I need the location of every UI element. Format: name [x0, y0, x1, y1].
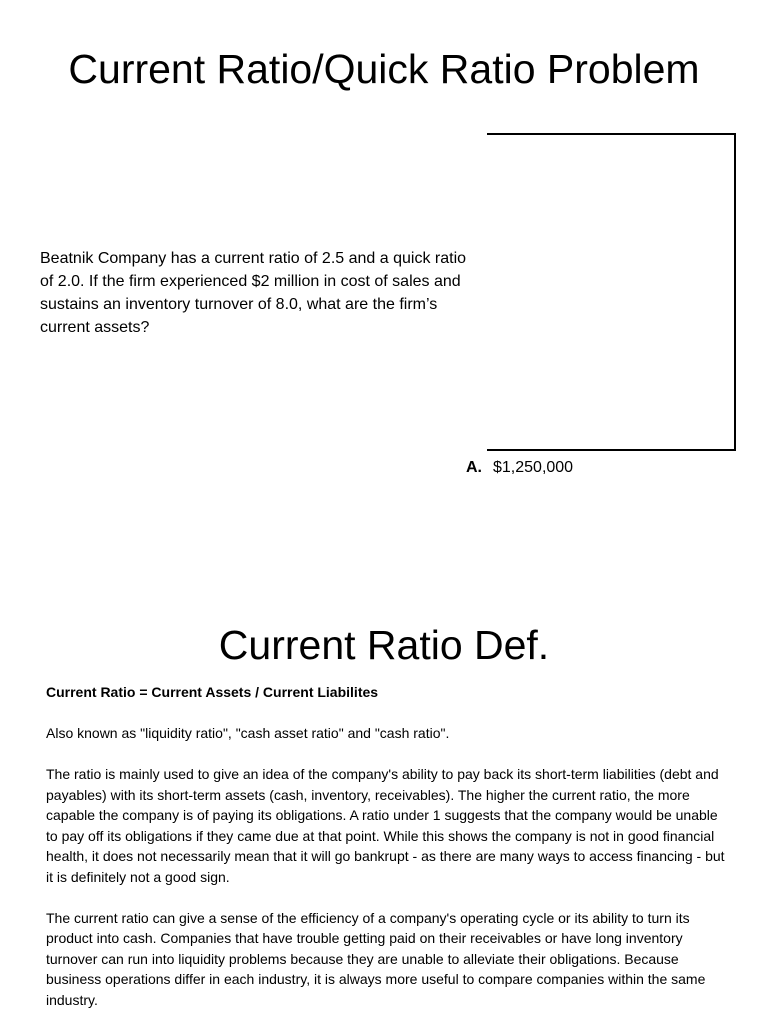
answer-box [487, 133, 736, 451]
answer-letter: A. [466, 459, 482, 476]
answer-line [466, 457, 573, 479]
formula-text: Current Ratio = Current Assets / Current Liabilites [46, 684, 379, 700]
problem-text: Beatnik Company has a current ratio of 2.5 and a quick ratio of 2.0. If the firm experienced $2 million in cost of sales and sustains an inventory turnover of 8.0, what are the firm’s current assets? [40, 250, 467, 336]
paragraph-efficiency: The current ratio can give a sense of the efficiency of a company's operating cycle or its ability to turn its product into cash. Companies that have trouble getting paid on their receivables or have long inventory turnover can run into liquidity problems because they are unable to alleviate their obligations. Because business operations differ in each industry, it is always more useful to compare companies within the same industry. [46, 909, 706, 1008]
paragraph-explanation: The ratio is mainly used to give an idea of the company's ability to pay back its short-term liabilities (debt and payables) with its short-term assets (cash, inventory, receivables). The higher the current ratio, the more capable the company is of paying its obligations. A ratio under 1 suggests that the company would be unable to pay off its obligations if they came due at that point. While this shows the company is not in good financial health, it does not necessarily mean that it will go bankrupt - as there are many ways to access financing - but it is definitely not a good sign. [46, 766, 725, 885]
slide-title: Current Ratio Def. [218, 622, 550, 668]
answer-value: $1,250,000 [493, 459, 574, 476]
slide-current-ratio-definition [0, 570, 768, 1024]
slide-title: Current Ratio/Quick Ratio Problem [68, 46, 700, 92]
paragraph-aliases: Also known as "liquidity ratio", "cash asset ratio" and "cash ratio". [46, 725, 450, 741]
definition-body [46, 682, 726, 1031]
